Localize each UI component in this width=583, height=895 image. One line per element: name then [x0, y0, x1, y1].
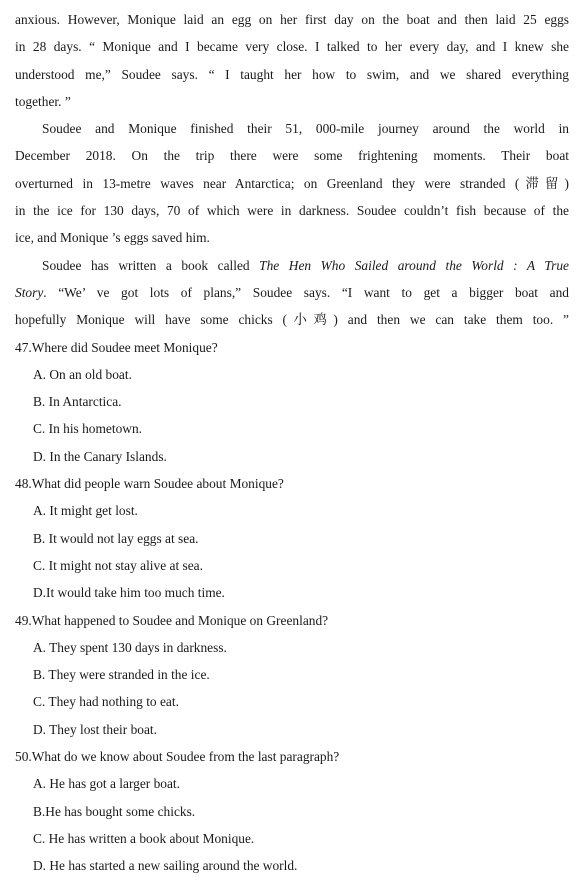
passage-line — [15, 252, 569, 279]
option-b[interactable]: B. They were stranded in the ice. — [33, 667, 210, 683]
option-c[interactable]: C. It might not stay alive at sea. — [33, 557, 203, 573]
reading-passage — [15, 6, 569, 334]
book-title: The Hen Who Sailed around the World : A True — [259, 257, 569, 273]
passage-line: Soudee and Monique finished their 51, 000-mile journey around the world in — [42, 121, 569, 137]
option-b[interactable]: B.He has bought some chicks. — [33, 803, 196, 819]
question-47 — [15, 334, 569, 470]
passage-line — [15, 279, 569, 306]
passage-line: December 2018. On the trip there were some frightening moments. Their boat — [15, 148, 569, 164]
passage-line: in 28 days. “ Monique and I became very close. I talked to her every day, and I knew she — [15, 39, 569, 55]
option-a[interactable]: A. They spent 130 days in darkness. — [33, 639, 227, 655]
passage-text: Soudee has written a book called — [42, 257, 250, 273]
passage-line: anxious. However, Monique laid an egg on her first day on the boat and then laid 25 eggs — [15, 12, 569, 27]
question-stem: 48.What did people warn Soudee about Monique? — [15, 476, 284, 492]
option-b[interactable]: B. It would not lay eggs at sea. — [33, 530, 199, 546]
option-c[interactable]: C. They had nothing to eat. — [33, 694, 179, 710]
passage-line: ice, and Monique ’s eggs saved him. — [15, 230, 210, 246]
option-a[interactable]: A. On an old boat. — [33, 366, 132, 382]
question-50 — [15, 743, 569, 879]
question-48 — [15, 470, 569, 606]
question-stem: 47.Where did Soudee meet Monique? — [15, 339, 218, 355]
option-a[interactable]: A. He has got a larger boat. — [33, 776, 181, 792]
option-a[interactable]: A. It might get lost. — [33, 503, 138, 519]
option-d[interactable]: D.It would take him too much time. — [33, 585, 225, 601]
question-stem: 50.What do we know about Soudee from the last paragraph? — [15, 749, 340, 765]
passage-line: understood me,” Soudee says. “ I taught her how to swim, and we shared everything — [15, 66, 569, 82]
option-c[interactable]: C. He has written a book about Monique. — [33, 830, 255, 846]
passage-line: overturned in 13-metre waves near Antarctica; on Greenland they were stranded (滞留) — [15, 175, 569, 191]
option-b[interactable]: B. In Antarctica. — [33, 394, 122, 410]
question-49 — [15, 607, 569, 743]
option-d[interactable]: D. They lost their boat. — [33, 721, 157, 737]
passage-line: hopefully Monique will have some chicks (小鸡) and then we can take them too. ” — [15, 312, 569, 328]
book-title-end: Story — [15, 284, 44, 300]
question-stem: 49.What happened to Soudee and Monique on Greenland? — [15, 612, 329, 628]
passage-line: in the ice for 130 days, 70 of which were in darkness. Soudee couldn’t fish because of the — [15, 203, 569, 219]
passage-line: together. ” — [15, 93, 71, 109]
option-d[interactable]: D. In the Canary Islands. — [33, 448, 167, 464]
option-d[interactable]: D. He has started a new sailing around the world. — [33, 858, 298, 874]
option-c[interactable]: C. In his hometown. — [33, 421, 142, 437]
passage-text: . “We’ ve got lots of plans,” Soudee says. “I want to get a bigger boat and — [43, 284, 569, 300]
